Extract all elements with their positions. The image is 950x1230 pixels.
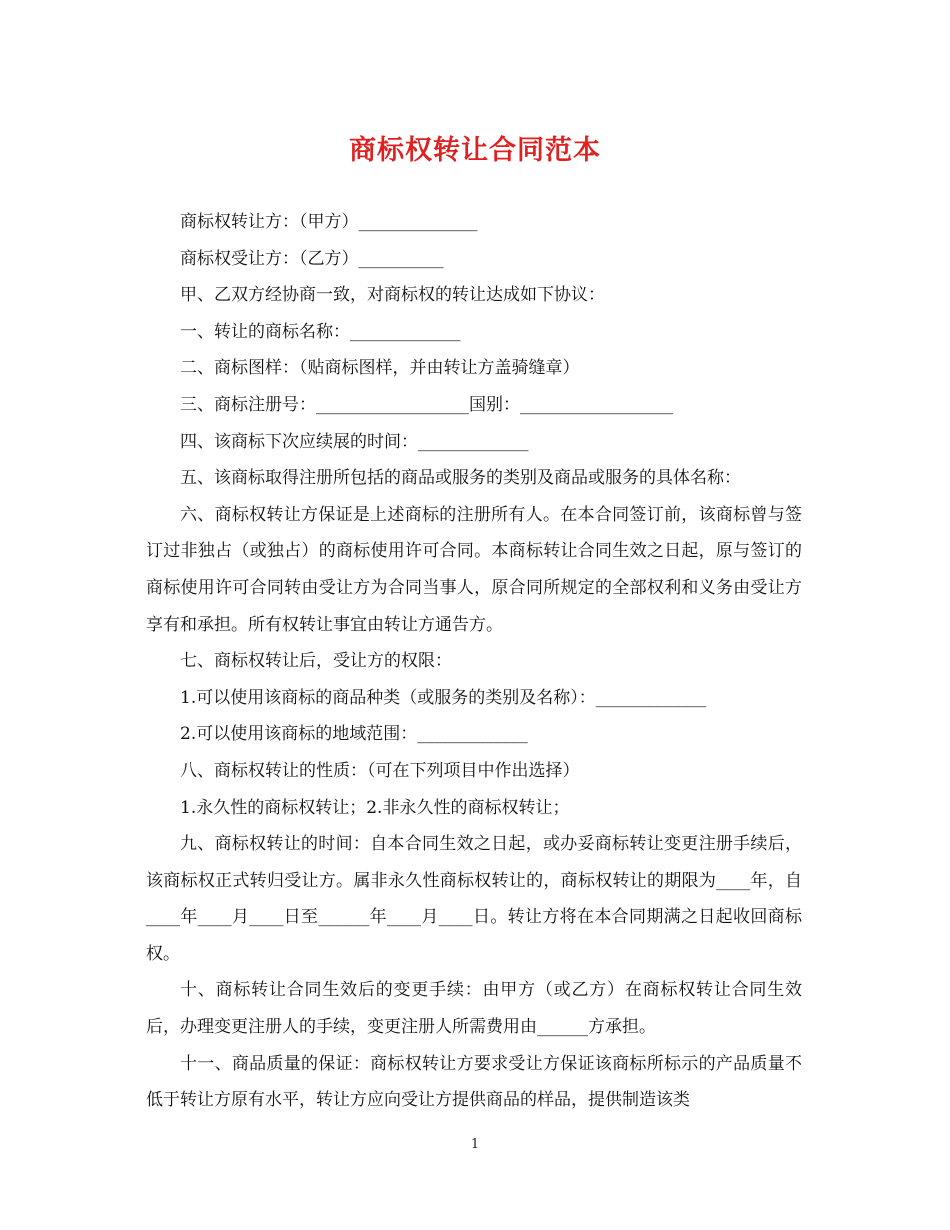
paragraph-section-7-item-2: 2.可以使用该商标的地域范围：_____________	[180, 724, 528, 745]
paragraph-section-1: 一、转让的商标名称：_____________	[180, 321, 461, 342]
contract-body	[146, 204, 802, 1119]
paragraph-section-4: 四、该商标下次应续展的时间：_____________	[180, 431, 529, 452]
paragraph-section-8-options: 1.永久性的商标权转让；2.非永久性的商标权转让；	[180, 797, 570, 818]
paragraph-section-7: 七、商标权转让后，受让方的权限：	[180, 651, 452, 672]
paragraph-section-2: 二、商标图样：（贴商标图样，并由转让方盖骑缝章）	[180, 358, 580, 379]
paragraph-transferee: 商标权受让方：（乙方）__________	[180, 248, 444, 269]
paragraph-transferor: 商标权转让方：（甲方）______________	[180, 212, 478, 232]
paragraph-section-10: 十、商标转让合同生效后的变更手续：由甲方（或乙方）在商标权转让合同生效后，办理变更注册人的手续，变更注册人所需费用由______方承担。	[146, 980, 802, 1038]
paragraph-section-6: 六、商标权转让方保证是上述商标的注册所有人。在本合同签订前，该商标曾与签订过非独占（或独占）的商标使用许可合同。本商标转让合同生效之日起，原与签订的商标使用许可合同转由受让方为合同当事人，原合同所规定的全部权利和义务由受让方享有和承担。所有权转让事宜由转让方通告方。	[146, 504, 802, 635]
paragraph-section-3: 三、商标注册号：__________________国别：__________________	[180, 394, 673, 415]
page-number: 1	[470, 1137, 480, 1152]
paragraph-section-5: 五、该商标取得注册所包括的商品或服务的类别及商品或服务的具体名称：	[180, 468, 741, 489]
paragraph-section-9: 九、商标权转让的时间：自本合同生效之日起，或办妥商标转让变更注册手续后，该商标权正式转归受让方。属非永久性商标权转让的，商标权转让的期限为____年，自____年____月____日至______年____月____日。转让方将在本合同期满之日起收回商标权。	[146, 834, 802, 964]
paragraph-section-11: 十一、商品质量的保证：商标权转让方要求受让方保证该商标所标示的产品质量不低于转让方原有水平，转让方应向受让方提供商品的样品，提供制造该类	[146, 1053, 802, 1111]
paragraph-agreement-intro: 甲、乙双方经协商一致，对商标权的转让达成如下协议：	[180, 285, 605, 306]
paragraph-section-7-item-1: 1.可以使用该商标的商品种类（或服务的类别及名称）：_____________	[180, 687, 707, 708]
paragraph-section-8: 八、商标权转让的性质：（可在下列项目中作出选择）	[180, 760, 580, 781]
document-title: 商标权转让合同范本	[349, 135, 601, 166]
